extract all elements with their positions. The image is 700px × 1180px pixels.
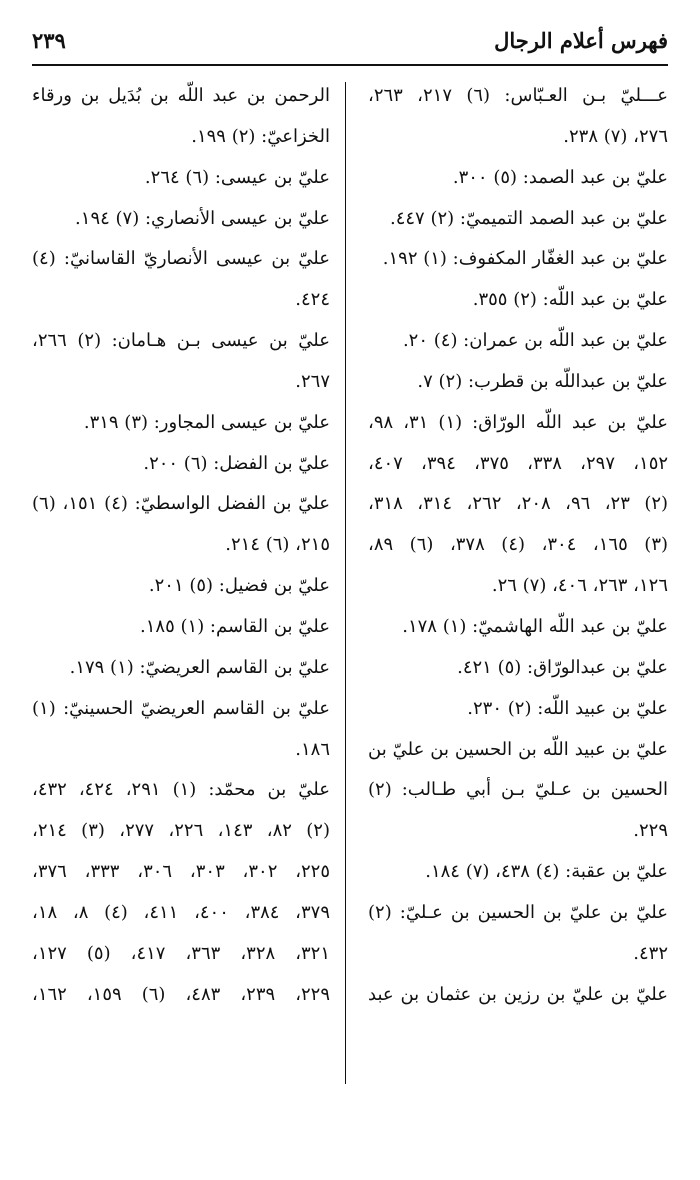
page-number: ٢٣٩ (32, 28, 66, 53)
index-line: ٣٢١، ٣٢٨، ٣٦٣، ٤١٧، (٥) ١٢٧، (32, 942, 330, 964)
index-line: عليّ بن عيسى: (٦) ٢٦٤. (144, 166, 330, 188)
index-line: عليّ بن عبد اللّه بن عمران: (٤) ٢٠. (402, 330, 668, 352)
index-line: ١٥٢، ٢٩٧، ٣٣٨، ٣٧٥، ٣٩٤، ٤٠٧، (368, 452, 668, 474)
index-line: الرحمن بن عبد اللّه بن بُدَيل بن ورقاء (32, 85, 330, 106)
index-line: عليّ بن عبدالورّاق: (٥) ٤٢١. (457, 656, 668, 678)
index-line: عليّ بن الفضل: (٦) ٢٠٠. (143, 452, 330, 474)
index-line: (٢) ٨٢، ١٤٣، ٢٢٦، ٢٧٧، (٣) ٢١٤، (32, 820, 330, 842)
index-line: عليّ بن الفضل الواسطيّ: (٤) ١٥١، (٦) (32, 493, 330, 515)
index-line: عليّ بن عبد اللّه: (٢) ٣٥٥. (472, 289, 668, 311)
index-line: عليّ بن عليّ بن الحسين بن عـليّ: (٢) (368, 901, 668, 923)
index-line: (٣) ١٦٥، ٣٠٤، (٤) ٣٧٨، (٦) ٨٩، (368, 534, 668, 556)
header-rule (32, 64, 668, 66)
index-line: عليّ بن عليّ بن رزين بن عثمان بن عبد (368, 983, 668, 1005)
index-line: ٢٢٩، ٢٣٩، ٤٨٣، (٦) ١٥٩، ١٦٢، (32, 983, 330, 1005)
index-line: ١٨٦. (295, 738, 330, 760)
index-line: عليّ بن عبد اللّه الهاشميّ: (١) ١٧٨. (402, 615, 668, 637)
index-line: الحسين بن عـليّ بـن أبي طـالب: (٢) (368, 779, 668, 801)
index-line: (٢) ٢٣، ٩٦، ٢٠٨، ٢٦٢، ٣١٤، ٣١٨، (368, 493, 668, 515)
index-line: ١٢٦، ٢٦٣، ٤٠٦، (٧) ٢٦. (491, 575, 668, 597)
index-line: عليّ بن عيسى بـن هـامان: (٢) ٢٦٦، (32, 330, 330, 352)
index-line: عليّ بن عبد اللّه الورّاق: (١) ٣١، ٩٨، (368, 411, 668, 433)
index-line: عليّ بن القاسم: (١) ١٨٥. (140, 615, 330, 637)
index-line: ٢٢٩. (633, 820, 668, 842)
index-line: الخزاعيّ: (٢) ١٩٩. (191, 125, 330, 147)
index-line: عليّ بن فضيل: (٥) ٢٠١. (148, 575, 330, 597)
page-header (32, 28, 668, 62)
index-line: عليّ بن عبد الصمد التميميّ: (٢) ٤٤٧. (389, 207, 668, 229)
index-line: ٢٧٦، (٧) ٢٣٨. (563, 125, 668, 147)
index-line: ٤٢٤. (295, 289, 330, 311)
index-line: عليّ بن عبيد اللّه بن الحسين بن عليّ بن (368, 738, 668, 760)
index-line: ٢٢٥، ٣٠٢، ٣٠٣، ٣٠٦، ٣٣٣، ٣٧٦، (32, 861, 330, 883)
index-line: عـــليّ بـن العـبّاس: (٦) ٢١٧، ٢٦٣، (368, 85, 668, 106)
index-line: ٢٦٧. (295, 370, 330, 392)
index-line: ٤٣٢. (633, 942, 668, 964)
index-line: عليّ بن عبداللّه بن قطرب: (٢) ٧. (417, 370, 668, 392)
index-line: عليّ بن عيسى الأنصاريّ القاسانيّ: (٤) (32, 248, 330, 270)
running-title: فهرس أعلام الرجال (494, 28, 668, 53)
index-line: عليّ بن محمّد: (١) ٢٩١، ٤٢٤، ٤٣٢، (32, 779, 330, 801)
index-line: عليّ بن القاسم العريضيّ: (١) ١٧٩. (69, 656, 330, 678)
index-line: عليّ بن عبيد اللّه: (٢) ٢٣٠. (467, 697, 668, 719)
index-line: عليّ بن عقبة: (٤) ٤٣٨، (٧) ١٨٤. (425, 861, 668, 883)
index-line: عليّ بن عيسى المجاور: (٣) ٣١٩. (83, 411, 330, 433)
index-line: عليّ بن عبد الغفّار المكفوف: (١) ١٩٢. (382, 248, 668, 270)
column-divider (345, 82, 346, 1084)
index-line: ٢١٥، (٦) ٢١٤. (225, 534, 330, 556)
index-line: عليّ بن عبد الصمد: (٥) ٣٠٠. (452, 166, 668, 188)
index-line: عليّ بن القاسم العريضيّ الحسينيّ: (١) (32, 697, 330, 719)
index-line: ٣٧٩، ٣٨٤، ٤٠٠، ٤١١، (٤) ٨، ١٨، (32, 901, 330, 923)
left-column (32, 76, 330, 1015)
index-line: عليّ بن عيسى الأنصاري: (٧) ١٩٤. (75, 207, 330, 229)
right-column (368, 76, 668, 1015)
